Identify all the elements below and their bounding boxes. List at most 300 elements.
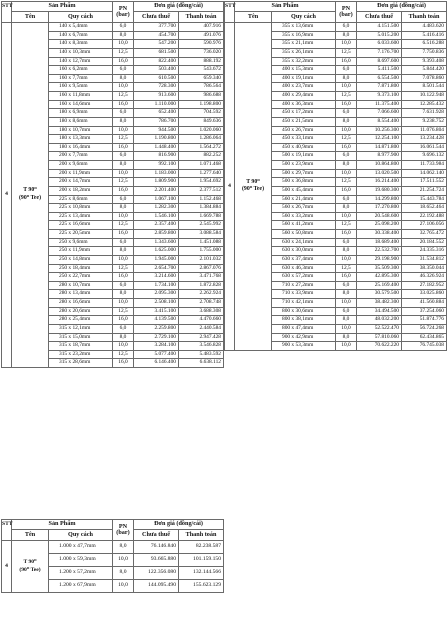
price-before-tax-cell: 5.015.200 (357, 31, 402, 40)
price-total-cell: 27.182.952 (402, 281, 447, 290)
price-total-cell: 9.238.752 (402, 117, 447, 126)
price-before-tax-cell: 7.066.600 (357, 109, 402, 118)
price-before-tax-cell: 2.259.800 (134, 324, 179, 333)
spec-cell: 180 x 8,6mm (49, 117, 113, 126)
price-total-cell: 1.669.788 (179, 212, 224, 221)
spec-cell: 140 x 5,4mm (49, 23, 113, 32)
price-table-right (224, 1, 447, 351)
pn-cell: 8,0 (113, 290, 134, 299)
spec-cell: 160 x 7,7mm (49, 74, 113, 83)
price-total-cell: 6.638.112 (179, 359, 224, 368)
price-total-cell: 3.471.768 (179, 273, 224, 282)
pn-cell: 12,5 (113, 264, 134, 273)
spec-cell: 400 x 36,3mm (272, 100, 336, 109)
price-before-tax-cell: 2.859.800 (134, 230, 179, 239)
pn-cell: 10,0 (336, 212, 357, 221)
price-before-tax-cell: 35.509.300 (357, 264, 402, 273)
price-total-cell: 8.501.544 (402, 83, 447, 92)
pn-cell: 12,5 (113, 48, 134, 57)
price-total-cell: 1.872.828 (179, 281, 224, 290)
header-don-gia: Đơn giá (đồng/cái) (134, 520, 224, 530)
price-total-cell: 1.286.064 (179, 135, 224, 144)
spec-cell: 355 x 32,2mm (272, 57, 336, 66)
price-total-cell: 1.198.800 (179, 100, 224, 109)
pn-cell: 16,0 (113, 273, 134, 282)
pn-cell: 10,0 (113, 255, 134, 264)
spec-cell: 250 x 11,9mm (49, 247, 113, 256)
pn-cell: 8,0 (336, 117, 357, 126)
price-total-cell: 2.545.992 (179, 221, 224, 230)
price-before-tax-cell: 2.654.700 (134, 264, 179, 273)
price-before-tax-cell: 19.680.300 (357, 186, 402, 195)
price-before-tax-cell: 34.494.500 (357, 307, 402, 316)
price-before-tax-cell: 144.095.490 (134, 580, 179, 593)
spec-cell: 250 x 9,6mm (49, 238, 113, 247)
price-before-tax-cell: 2.201.400 (134, 186, 179, 195)
price-before-tax-cell: 11.375.400 (357, 100, 402, 109)
price-before-tax-cell: 13.020.500 (357, 169, 402, 178)
spec-cell: 450 x 26,7mm (272, 126, 336, 135)
spec-cell: 450 x 17,2mm (272, 109, 336, 118)
pn-cell: 8,0 (113, 117, 134, 126)
spec-cell: 225 x 10,8mm (49, 204, 113, 213)
pn-cell: 16,0 (336, 143, 357, 152)
header-pn: PN (bar) (113, 520, 134, 541)
price-before-tax-cell: 12.254.100 (357, 135, 402, 144)
price-total-cell: 56.724.268 (402, 324, 447, 333)
price-before-tax-cell: 14.871.800 (357, 143, 402, 152)
price-total-cell: 38.350.044 (402, 264, 447, 273)
price-total-cell: 2.440.584 (179, 324, 224, 333)
price-before-tax-cell: 76.146.840 (134, 541, 179, 554)
pn-cell: 6,0 (113, 23, 134, 32)
pn-cell: 6,0 (336, 109, 357, 118)
price-total-cell: 1.755.000 (179, 247, 224, 256)
spec-cell: 560 x 50,8mm (272, 230, 336, 239)
price-total-cell: 4.483.620 (402, 23, 447, 32)
price-before-tax-cell: 4.139.500 (134, 316, 179, 325)
price-before-tax-cell: 16.214.400 (357, 178, 402, 187)
spec-cell: 355 x 26,1mm (272, 48, 336, 57)
price-before-tax-cell: 1.809.900 (134, 178, 179, 187)
price-before-tax-cell: 728.300 (134, 83, 179, 92)
price-total-cell: 82.238.587 (179, 541, 224, 554)
pn-cell: 16,0 (113, 230, 134, 239)
spec-cell: 400 x 19,1mm (272, 74, 336, 83)
header-don-gia: Đơn giá (đồng/cái) (134, 2, 224, 12)
spec-cell: 1.200 x 67,9mm (49, 580, 113, 593)
price-before-tax-cell: 7.871.800 (357, 83, 402, 92)
spec-cell: 160 x 6,2mm (49, 66, 113, 75)
spec-cell: 280 x 20,6mm (49, 307, 113, 316)
spec-cell: 160 x 11,8mm (49, 92, 113, 101)
price-total-cell: 17.511.552 (402, 178, 447, 187)
spec-cell: 630 x 57,2mm (272, 273, 336, 282)
header-pn: PN (bar) (113, 2, 134, 23)
pn-cell: 6,0 (113, 66, 134, 75)
price-before-tax-cell: 3.284.100 (134, 342, 179, 351)
table-row (2, 541, 224, 554)
price-total-cell: 7.078.860 (402, 74, 447, 83)
pn-cell: 10,0 (336, 40, 357, 49)
pn-cell: 8,0 (113, 333, 134, 342)
pn-cell: 12,5 (113, 92, 134, 101)
header-quy-cach: Quy cách (272, 12, 336, 23)
pn-cell: 12,5 (336, 48, 357, 57)
price-total-cell: 1.277.640 (179, 169, 224, 178)
header-quy-cach: Quy cách (49, 12, 113, 23)
price-before-tax-cell: 10.256.300 (357, 126, 402, 135)
pn-cell: 6,0 (336, 238, 357, 247)
price-before-tax-cell: 816.900 (134, 152, 179, 161)
price-total-cell: 155.623.129 (179, 580, 224, 593)
price-before-tax-cell: 1.183.000 (134, 169, 179, 178)
price-total-cell: 62.434.865 (402, 333, 447, 342)
pn-cell: 8,0 (113, 74, 134, 83)
spec-cell: 800 x 30,6mm (272, 307, 336, 316)
price-total-cell: 9.393.408 (402, 57, 447, 66)
spec-cell: 900 x 42,9mm (272, 333, 336, 342)
pn-cell: 8,0 (113, 31, 134, 40)
pn-cell: 16,0 (336, 100, 357, 109)
price-total-cell: 5.483.592 (179, 350, 224, 359)
spec-cell: 200 x 14,7mm (49, 178, 113, 187)
spec-cell: 500 x 36,8mm (272, 178, 336, 187)
spec-cell: 450 x 33,1mm (272, 135, 336, 144)
price-before-tax-cell: 8.977.900 (357, 152, 402, 161)
pn-cell: 10,0 (113, 126, 134, 135)
price-before-tax-cell: 25.169.400 (357, 281, 402, 290)
pn-cell: 12,5 (336, 264, 357, 273)
pn-cell: 10,0 (113, 212, 134, 221)
spec-cell: 710 x 33,9mm (272, 290, 336, 299)
pn-cell: 10,0 (336, 83, 357, 92)
spec-cell: 315 x 15,0mm (49, 333, 113, 342)
price-before-tax-cell: 22.532.700 (357, 247, 402, 256)
table-row (225, 23, 447, 32)
spec-cell: 630 x 37,4mm (272, 255, 336, 264)
price-total-cell: 12.285.432 (402, 100, 447, 109)
header-don-gia: Đơn giá (đồng/cái) (357, 2, 447, 12)
spec-cell: 560 x 41,2mm (272, 221, 336, 230)
spec-cell: 500 x 23,9mm (272, 161, 336, 170)
header-pn: PN (bar) (336, 2, 357, 23)
pn-cell: 6,0 (336, 195, 357, 204)
price-total-cell: 11.733.984 (402, 161, 447, 170)
price-total-cell: 3.088.584 (179, 230, 224, 239)
spec-cell: 280 x 10,7mm (49, 281, 113, 290)
spec-cell: 225 x 13,4mm (49, 212, 113, 221)
price-before-tax-cell: 30.338.400 (357, 230, 402, 239)
price-total-cell: 27.106.056 (402, 221, 447, 230)
price-total-cell: 101.159.150 (179, 554, 224, 567)
price-total-cell: 2.708.748 (179, 299, 224, 308)
price-before-tax-cell: 14.299.800 (357, 195, 402, 204)
spec-cell: 225 x 16,6mm (49, 221, 113, 230)
price-before-tax-cell: 9.373.100 (357, 92, 402, 101)
pn-cell: 8,0 (336, 204, 357, 213)
header-quy-cach: Quy cách (49, 530, 113, 541)
pn-cell: 8,0 (113, 247, 134, 256)
spec-cell: 315 x 23,2mm (49, 350, 113, 359)
spec-cell: 180 x 13,3mm (49, 135, 113, 144)
header-ten: Tên (12, 12, 49, 23)
price-total-cell: 7.631.928 (402, 109, 447, 118)
product-name: T 90⁰ (90⁰ Tee) (12, 23, 49, 368)
price-total-cell: 3.546.828 (179, 342, 224, 351)
pn-cell: 16,0 (113, 186, 134, 195)
price-before-tax-cell: 1.282.300 (134, 204, 179, 213)
price-before-tax-cell: 2.729.100 (134, 333, 179, 342)
pn-cell: 12,5 (113, 221, 134, 230)
spec-cell: 710 x 42,1mm (272, 299, 336, 308)
header-san-pham: Sản Phẩm (12, 2, 113, 12)
pn-cell: 6,0 (336, 152, 357, 161)
spec-cell: 560 x 26,7mm (272, 204, 336, 213)
price-before-tax-cell: 38.482.300 (357, 299, 402, 308)
price-total-cell: 9.696.132 (402, 152, 447, 161)
price-before-tax-cell: 2.357.400 (134, 221, 179, 230)
price-before-tax-cell: 1.734.100 (134, 281, 179, 290)
spec-cell: 180 x 6,9mm (49, 109, 113, 118)
spec-cell: 225 x 20,5mm (49, 230, 113, 239)
spec-cell: 180 x 10,7mm (49, 126, 113, 135)
spec-cell: 200 x 7,7mm (49, 152, 113, 161)
price-total-cell: 5.844.420 (402, 66, 447, 75)
price-before-tax-cell: 547.200 (134, 40, 179, 49)
pn-cell: 10,0 (113, 342, 134, 351)
price-before-tax-cell: 503.400 (134, 66, 179, 75)
header-chua-thue: Chưa thuế (134, 12, 179, 23)
product-name: T 90⁰ (90⁰ Tee) (235, 23, 272, 351)
pn-cell: 6,0 (113, 281, 134, 290)
price-total-cell: 2.867.076 (179, 264, 224, 273)
price-before-tax-cell: 70.622.220 (357, 342, 402, 351)
spec-cell: 160 x 9,5mm (49, 83, 113, 92)
spec-cell: 400 x 23,7mm (272, 83, 336, 92)
spec-cell: 900 x 53,3mm (272, 342, 336, 351)
price-before-tax-cell: 377.700 (134, 23, 179, 32)
pn-cell: 8,0 (113, 161, 134, 170)
price-before-tax-cell: 1.945.000 (134, 255, 179, 264)
price-before-tax-cell: 1.343.600 (134, 238, 179, 247)
price-total-cell: 888.192 (179, 57, 224, 66)
pn-cell: 6,0 (336, 23, 357, 32)
price-before-tax-cell: 681.500 (134, 48, 179, 57)
pn-cell: 12,5 (113, 350, 134, 359)
pn-cell: 16,0 (113, 316, 134, 325)
price-before-tax-cell: 3.214.600 (134, 273, 179, 282)
spec-cell: 400 x 15,3mm (272, 66, 336, 75)
pn-cell: 10,0 (336, 255, 357, 264)
price-before-tax-cell: 48.032.200 (357, 316, 402, 325)
spec-cell: 140 x 8,3mm (49, 40, 113, 49)
header-san-pham: Sản Phẩm (12, 520, 113, 530)
price-before-tax-cell: 1.067.100 (134, 195, 179, 204)
spec-cell: 355 x 13,6mm (272, 23, 336, 32)
pn-cell: 8,0 (336, 247, 357, 256)
spec-cell: 200 x 18,2mm (49, 186, 113, 195)
header-stt: STT (225, 2, 235, 23)
pn-cell: 6,0 (113, 324, 134, 333)
price-total-cell: 491.076 (179, 31, 224, 40)
price-before-tax-cell: 10.864.800 (357, 161, 402, 170)
price-total-cell: 5.416.416 (402, 31, 447, 40)
price-total-cell: 2.101.032 (179, 255, 224, 264)
pn-cell: 8,0 (336, 316, 357, 325)
pn-cell: 6,0 (113, 238, 134, 247)
price-total-cell: 736.020 (179, 48, 224, 57)
pn-cell: 12,5 (336, 221, 357, 230)
price-before-tax-cell: 8.697.600 (357, 57, 402, 66)
spec-cell: 500 x 29,7mm (272, 169, 336, 178)
pn-cell: 10,0 (113, 554, 134, 567)
spec-cell: 710 x 27,2mm (272, 281, 336, 290)
pn-cell: 16,0 (113, 359, 134, 368)
spec-cell: 450 x 40,9mm (272, 143, 336, 152)
spec-cell: 630 x 46,3mm (272, 264, 336, 273)
product-stt: 4 (2, 541, 12, 593)
price-before-tax-cell: 992.100 (134, 161, 179, 170)
price-before-tax-cell: 786.700 (134, 117, 179, 126)
price-before-tax-cell: 122.356.080 (134, 567, 179, 580)
price-before-tax-cell: 2.095.300 (134, 290, 179, 299)
pn-cell: 8,0 (336, 333, 357, 342)
price-total-cell: 2.377.512 (179, 186, 224, 195)
pn-cell: 6,0 (336, 307, 357, 316)
price-before-tax-cell: 4.151.500 (357, 23, 402, 32)
spec-cell: 355 x 16,9mm (272, 31, 336, 40)
price-total-cell: 786.564 (179, 83, 224, 92)
price-before-tax-cell: 3.415.100 (134, 307, 179, 316)
price-total-cell: 14.062.140 (402, 169, 447, 178)
spec-cell: 1.200 x 57,2mm (49, 567, 113, 580)
spec-cell: 160 x 14,6mm (49, 100, 113, 109)
price-before-tax-cell: 5.077.400 (134, 350, 179, 359)
price-total-cell: 21.254.724 (402, 186, 447, 195)
pn-cell: 10,0 (113, 169, 134, 178)
price-total-cell: 51.874.776 (402, 316, 447, 325)
price-total-cell: 32.765.472 (402, 230, 447, 239)
spec-cell: 140 x 6,7mm (49, 31, 113, 40)
price-total-cell: 37.254.060 (402, 307, 447, 316)
header-chua-thue: Chưa thuế (134, 530, 179, 541)
price-before-tax-cell: 17.270.800 (357, 204, 402, 213)
header-thanh-toan: Thanh toán (179, 530, 224, 541)
spec-cell: 400 x 29,4mm (272, 92, 336, 101)
price-before-tax-cell: 18.689.400 (357, 238, 402, 247)
pn-cell: 12,5 (336, 92, 357, 101)
price-before-tax-cell: 5.411.500 (357, 66, 402, 75)
price-before-tax-cell: 6.033.600 (357, 40, 402, 49)
pn-cell: 10,0 (113, 83, 134, 92)
pn-cell: 16,0 (336, 186, 357, 195)
price-before-tax-cell: 57.810.060 (357, 333, 402, 342)
pn-cell: 12,5 (336, 178, 357, 187)
price-total-cell: 1.020.060 (179, 126, 224, 135)
price-before-tax-cell: 8.554.400 (357, 117, 402, 126)
pn-cell: 8,0 (336, 74, 357, 83)
pn-cell: 10,0 (113, 40, 134, 49)
pn-cell: 16,0 (336, 230, 357, 239)
price-total-cell: 24.335.316 (402, 247, 447, 256)
pn-cell: 12,5 (113, 178, 134, 187)
product-stt: 4 (2, 23, 12, 368)
pn-cell: 10,0 (336, 324, 357, 333)
price-before-tax-cell: 25.098.200 (357, 221, 402, 230)
pn-cell: 12,5 (113, 135, 134, 144)
spec-cell: 800 x 38,1mm (272, 316, 336, 325)
price-before-tax-cell: 652.400 (134, 109, 179, 118)
spec-cell: 500 x 45,4mm (272, 186, 336, 195)
spec-cell: 200 x 11,9mm (49, 169, 113, 178)
price-before-tax-cell: 6.146.400 (134, 359, 179, 368)
pn-cell: 10,0 (336, 299, 357, 308)
pn-cell: 16,0 (336, 57, 357, 66)
price-total-cell: 1.954.692 (179, 178, 224, 187)
spec-cell: 140 x 10,3mm (49, 48, 113, 57)
spec-cell: 315 x 18,7mm (49, 342, 113, 351)
pn-cell: 10,0 (336, 126, 357, 135)
price-total-cell: 1.384.884 (179, 204, 224, 213)
price-before-tax-cell: 52.522.470 (357, 324, 402, 333)
price-total-cell: 590.976 (179, 40, 224, 49)
pn-cell: 16,0 (113, 143, 134, 152)
price-before-tax-cell: 1.448.400 (134, 143, 179, 152)
price-total-cell: 2.262.924 (179, 290, 224, 299)
header-thanh-toan: Thanh toán (402, 12, 447, 23)
price-total-cell: 31.534.812 (402, 255, 447, 264)
pn-cell: 8,0 (113, 204, 134, 213)
price-total-cell: 7.750.836 (402, 48, 447, 57)
price-before-tax-cell: 20.548.600 (357, 212, 402, 221)
pn-cell: 8,0 (113, 541, 134, 554)
spec-cell: 250 x 14,8mm (49, 255, 113, 264)
price-before-tax-cell: 2.508.100 (134, 299, 179, 308)
pn-cell: 8,0 (336, 161, 357, 170)
pn-cell: 12,5 (336, 135, 357, 144)
pn-cell: 8,0 (336, 290, 357, 299)
price-before-tax-cell: 30.579.500 (357, 290, 402, 299)
price-total-cell: 6.516.288 (402, 40, 447, 49)
price-before-tax-cell: 610.500 (134, 74, 179, 83)
pn-cell: 10,0 (336, 169, 357, 178)
price-before-tax-cell: 7.176.700 (357, 48, 402, 57)
price-total-cell: 986.688 (179, 92, 224, 101)
price-total-cell: 3.688.308 (179, 307, 224, 316)
price-before-tax-cell: 454.700 (134, 31, 179, 40)
price-table-bottom (1, 519, 224, 593)
header-chua-thue: Chưa thuế (357, 12, 402, 23)
price-total-cell: 76.745.038 (402, 342, 447, 351)
pn-cell: 8,0 (113, 567, 134, 580)
product-stt: 4 (225, 23, 235, 351)
spec-cell: 315 x 12,1mm (49, 324, 113, 333)
price-before-tax-cell: 29.198.900 (357, 255, 402, 264)
price-before-tax-cell: 1.625.000 (134, 247, 179, 256)
spec-cell: 560 x 21,4mm (272, 195, 336, 204)
spec-cell: 630 x 24,1mm (272, 238, 336, 247)
price-total-cell: 1.152.468 (179, 195, 224, 204)
price-total-cell: 882.252 (179, 152, 224, 161)
price-total-cell: 18.652.464 (402, 204, 447, 213)
pn-cell: 6,0 (113, 195, 134, 204)
spec-cell: 200 x 9,6mm (49, 161, 113, 170)
spec-cell: 500 x 19,1mm (272, 152, 336, 161)
spec-cell: 280 x 25,4mm (49, 316, 113, 325)
price-total-cell: 543.672 (179, 66, 224, 75)
table-row (2, 23, 224, 32)
